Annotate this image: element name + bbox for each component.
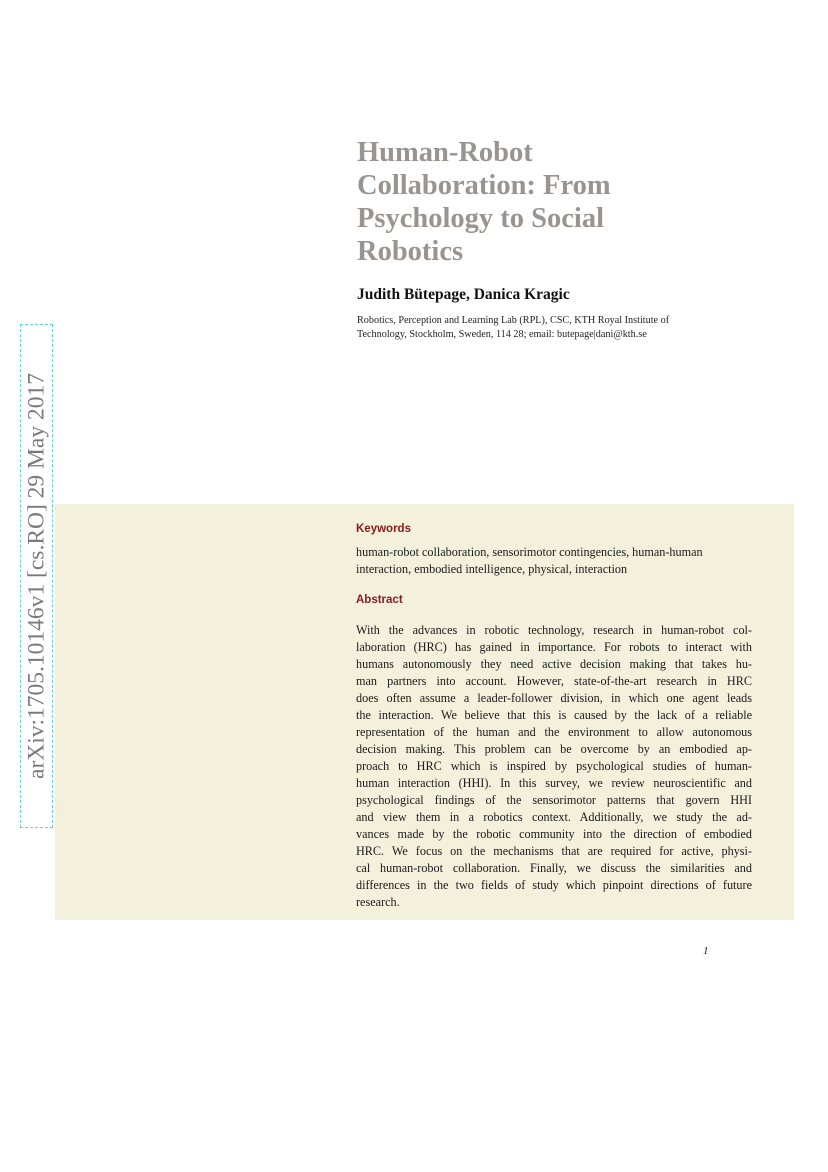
abstract-line: and view them in a robotics context. Additionally, we study the ad- [356,810,752,824]
title-line: Human-Robot [357,137,533,168]
abstract-line: decision making. This problem can be overcome by an embodied ap- [356,742,752,756]
title-line: Collaboration: From [357,170,611,201]
title-line: Psychology to Social [357,203,604,234]
keywords-heading: Keywords [356,523,411,535]
abstract-line: vances made by the robotic community into the direction of embodied [356,827,752,841]
paper-title [357,136,687,268]
abstract-line: man partners into account. However, state-of-the-art research in HRC [356,674,752,688]
abstract-line: research. [356,895,400,909]
abstract-line: the interaction. We believe that this is caused by the lack of a reliable [356,708,752,722]
abstract-line: cal human-robot collaboration. Finally, we discuss the similarities and [356,861,752,875]
arxiv-id-stamp: arXiv:1705.10146v1 [cs.RO] 29 May 2017 [23,373,50,779]
abstract-line: With the advances in robotic technology, research in human-robot col- [356,623,752,637]
abstract-line: does often assume a leader-follower division, in which one agent leads [356,691,752,705]
abstract-line: humans autonomously they need active decision making that takes hu- [356,657,752,671]
abstract-text [356,622,752,911]
affiliation [357,314,747,341]
abstract-line: laboration (HRC) has gained in importance. For robots to interact with [356,640,752,654]
abstract-line: human interaction (HHI). In this survey, we review neuroscientific and [356,776,752,790]
affiliation-line: Robotics, Perception and Learning Lab (RPL), CSC, KTH Royal Institute of [357,315,670,326]
keywords-text [356,544,754,578]
keywords-line: interaction, embodied intelligence, physical, interaction [356,562,628,576]
abstract-line: HRC. We focus on the mechanisms that are required for active, physi- [356,844,752,858]
abstract-line: representation of the human and the environment to allow autonomous [356,725,752,739]
author-list: Judith Bütepage, Danica Kragic [357,286,570,303]
page-number: 1 [703,945,709,957]
keywords-line: human-robot collaboration, sensorimotor contingencies, human-human [356,545,703,559]
abstract-line: differences in the two fields of study which pinpoint directions of future [356,878,752,892]
affiliation-line: Technology, Stockholm, Sweden, 114 28; email: butepage|dani@kth.se [357,328,647,340]
abstract-heading: Abstract [356,594,403,606]
abstract-line: proach to HRC which is inspired by psychological studies of human- [356,759,752,773]
title-line: Robotics [357,236,464,267]
abstract-line: psychological findings of the sensorimotor patterns that govern HHI [356,793,752,807]
